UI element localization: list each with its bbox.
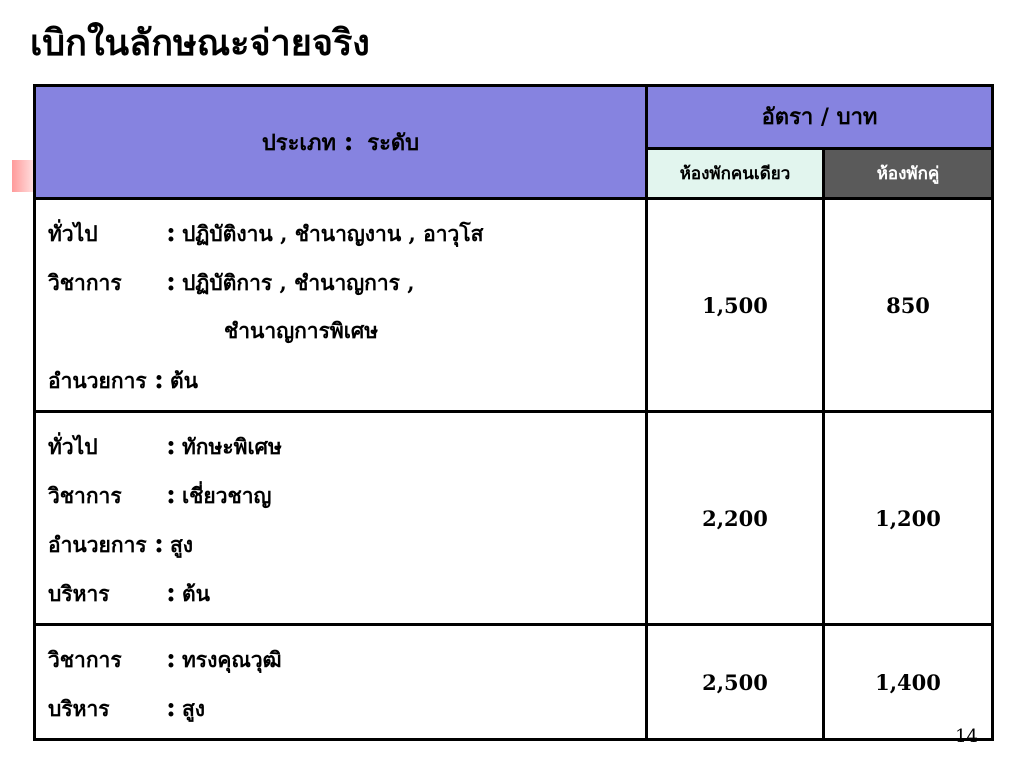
page-number: 14 <box>955 726 978 747</box>
category-label: วิชาการ <box>48 270 122 295</box>
single-room-rate: 2,500 <box>647 625 824 740</box>
category-colon: : <box>166 643 176 674</box>
double-room-rate: 850 <box>824 199 993 412</box>
category-line <box>48 634 635 683</box>
category-line <box>48 421 635 470</box>
category-levels: สูง <box>181 696 206 721</box>
category-label: อำนวยการ <box>48 532 147 557</box>
category-levels: ต้น <box>181 581 210 606</box>
header-category <box>35 86 647 199</box>
double-room-rate: 1,400 <box>824 625 993 740</box>
table-row <box>35 625 993 740</box>
category-label: บริหาร <box>48 696 110 721</box>
category-line <box>48 519 635 568</box>
category-cell <box>35 625 647 740</box>
double-room-rate: 1,200 <box>824 412 993 625</box>
category-colon: : <box>166 266 176 297</box>
header-single-room: ห้องพักคนเดียว <box>647 148 824 198</box>
category-levels-continued: ชำนาญการพิเศษ <box>224 318 379 343</box>
category-line <box>48 470 635 519</box>
category-line <box>48 355 635 404</box>
category-label: บริหาร <box>48 581 110 606</box>
single-room-rate: 1,500 <box>647 199 824 412</box>
page-title: เบิกในลักษณะจ่ายจริง <box>30 22 370 64</box>
table-row <box>35 412 993 625</box>
category-colon: : <box>166 217 176 248</box>
header-colon: : <box>343 125 354 157</box>
category-cell <box>35 199 647 412</box>
category-colon: : <box>166 577 176 608</box>
header-double-room: ห้องพักคู่ <box>824 148 993 198</box>
category-levels: ปฏิบัติงาน , ชำนาญงาน , อาวุโส <box>181 221 484 246</box>
category-colon: : <box>166 430 176 461</box>
header-category-label: ประเภท <box>261 129 336 156</box>
category-levels: สูง <box>169 532 194 557</box>
table-row <box>35 199 993 412</box>
category-label: วิชาการ <box>48 647 122 672</box>
category-line <box>48 208 635 257</box>
header-level-label: ระดับ <box>367 129 420 156</box>
category-colon: : <box>166 479 176 510</box>
category-levels: ทักษะพิเศษ <box>181 434 282 459</box>
header-row <box>35 86 993 149</box>
single-room-rate: 2,200 <box>647 412 824 625</box>
category-label: ทั่วไป <box>48 221 98 246</box>
category-label: ทั่วไป <box>48 434 98 459</box>
header-rate: อัตรา / บาท <box>647 86 993 149</box>
decorative-accent <box>12 160 34 192</box>
category-cell <box>35 412 647 625</box>
category-colon: : <box>166 692 176 723</box>
category-levels: ทรงคุณวุฒิ <box>181 647 282 672</box>
rate-table <box>33 84 994 741</box>
category-line <box>48 306 635 355</box>
category-colon: : <box>153 528 164 559</box>
category-line <box>48 568 635 617</box>
category-levels: เชี่ยวชาญ <box>181 483 272 508</box>
category-label: วิชาการ <box>48 483 122 508</box>
category-line <box>48 683 635 732</box>
category-colon: : <box>153 364 164 395</box>
category-label: อำนวยการ <box>48 368 147 393</box>
category-line <box>48 257 635 306</box>
category-levels: ปฏิบัติการ , ชำนาญการ , <box>181 270 415 295</box>
category-levels: ต้น <box>169 368 198 393</box>
